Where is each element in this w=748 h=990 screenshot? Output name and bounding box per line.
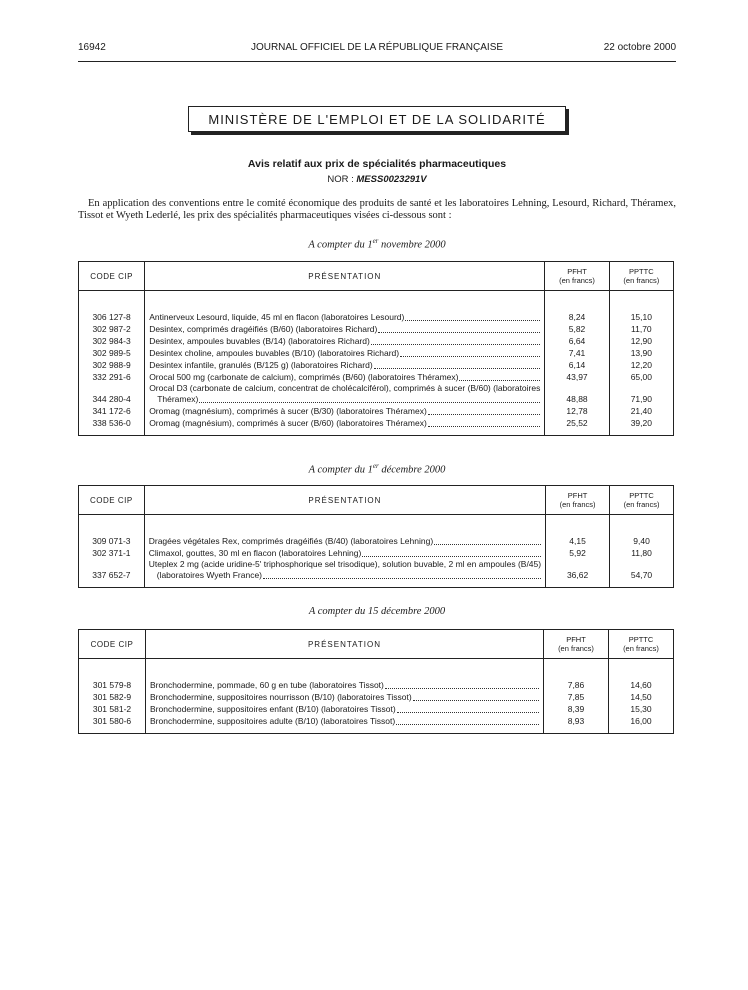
pfht-unit: (en francs) — [559, 500, 596, 509]
pfht-value: 8,93 — [544, 715, 609, 727]
ppttc-value: 9,40 — [610, 535, 674, 547]
cip-code: 302 984-3 — [79, 335, 145, 347]
pfht-value: 8,24 — [545, 311, 609, 323]
presentation-cell — [145, 347, 545, 359]
column-header-pfht — [545, 262, 609, 291]
presentation-text-tail: (laboratoires Wyeth France) — [156, 570, 263, 580]
column-header-ppttc — [609, 262, 673, 291]
column-header-pfht — [544, 630, 609, 659]
column-header-presentation: PRÉSENTATION — [145, 262, 545, 291]
price-table — [78, 261, 674, 436]
cip-code: 309 071-3 — [79, 535, 145, 547]
presentation-text: Bronchodermine, suppositoires enfant (B/10) (laboratoires Tissot) — [150, 704, 396, 714]
cip-code: 302 987-2 — [79, 323, 145, 335]
section-title-text: A compter du 1 — [308, 239, 373, 251]
notice-title: Avis relatif aux prix de spécialités pharmaceutiques — [247, 158, 507, 170]
nor-code: MESS0023291V — [356, 174, 427, 185]
cip-code: 337 652-7 — [79, 559, 145, 581]
presentation-text: Desintex, ampoules buvables (B/14) (laboratoires Richard) — [149, 336, 370, 346]
table-header-row — [79, 486, 674, 515]
presentation-cell — [144, 535, 545, 547]
cip-code: 306 127-8 — [79, 311, 145, 323]
cip-code: 301 581-2 — [79, 703, 146, 715]
pfht-value: 36,62 — [546, 559, 610, 581]
section-title-text: A compter du 15 décembre 2000 — [308, 606, 446, 617]
cip-code: 338 536-0 — [79, 417, 145, 429]
cip-code: 302 371-1 — [79, 547, 145, 559]
table-row — [79, 359, 674, 371]
presentation-cell — [145, 417, 545, 429]
page-header — [78, 42, 676, 60]
column-header-ppttc — [609, 630, 674, 659]
ppttc-value: 15,10 — [609, 311, 673, 323]
cip-code: 301 580-6 — [79, 715, 146, 727]
presentation-text: Orocal D3 (carbonate de calcium, concentrat de cholécalciférol), comprimés à sucer (B/60) (laboratoires — [149, 383, 541, 393]
presentation-line — [150, 704, 539, 715]
cip-code: 341 172-6 — [79, 405, 145, 417]
section-title-month: novembre 2000 — [378, 239, 446, 251]
pfht-value: 5,92 — [546, 547, 610, 559]
leader-dots — [263, 578, 541, 579]
presentation-cell — [145, 359, 545, 371]
table-header-row — [79, 262, 674, 291]
leader-dots — [371, 344, 541, 345]
table-bottom-space — [79, 581, 674, 588]
ppttc-unit: (en francs) — [623, 644, 659, 653]
presentation-cell — [146, 703, 544, 715]
presentation-cell — [145, 335, 545, 347]
presentation-text: Dragées végétales Rex, comprimés dragéifiés (B/40) (laboratoires Lehning) — [148, 536, 434, 546]
leader-dots — [434, 544, 541, 545]
section-title — [78, 237, 676, 251]
presentation-text: Uteplex 2 mg (acide uridine-5' triphosphorique sel trisodique), solution buvable, 2 ml en ampoules (B/45) — [148, 559, 542, 569]
pfht-label: PFHT — [567, 267, 587, 276]
leader-dots — [400, 356, 540, 357]
price-table — [78, 629, 674, 734]
presentation-text: Desintex choline, ampoules buvables (B/10) (laboratoires Richard) — [149, 348, 400, 358]
table-spacer — [79, 291, 674, 312]
presentation-cell — [145, 311, 545, 323]
leader-dots — [413, 700, 539, 701]
presentation-text: Orocal 500 mg (carbonate de calcium), comprimés (B/60) (laboratoires Théramex) — [149, 372, 459, 382]
presentation-line — [149, 336, 540, 347]
leader-dots — [385, 688, 539, 689]
ppttc-value: 14,60 — [609, 679, 674, 691]
ppttc-value: 39,20 — [609, 417, 673, 429]
table-row — [79, 679, 674, 691]
presentation-text: Bronchodermine, pommade, 60 g en tube (laboratoires Tissot) — [150, 680, 384, 690]
nor-reference — [78, 174, 676, 185]
presentation-text-continued — [149, 394, 540, 405]
column-header-presentation: PRÉSENTATION — [144, 486, 545, 515]
presentation-cell — [145, 371, 545, 383]
leader-dots — [396, 724, 539, 725]
section-title — [78, 462, 676, 476]
column-header-pfht — [546, 486, 610, 515]
table-bottom-space — [79, 727, 674, 734]
presentation-text: Climaxol, gouttes, 30 ml en flacon (laboratoires Lehning) — [148, 548, 362, 558]
presentation-line — [149, 348, 540, 359]
pfht-value: 12,78 — [545, 405, 609, 417]
leader-dots — [428, 426, 541, 427]
cip-code: 301 579-8 — [79, 679, 146, 691]
cip-code: 301 582-9 — [79, 691, 146, 703]
price-table — [78, 485, 674, 588]
pfht-value: 7,41 — [545, 347, 609, 359]
publication-date: 22 octobre 2000 — [603, 42, 676, 53]
pfht-value: 7,85 — [544, 691, 609, 703]
pfht-value: 7,86 — [544, 679, 609, 691]
intro-paragraph: En application des conventions entre le comité économique des produits de santé et les laboratoires Lehning, Lesourd, Richard, Théramex, Tissot et Wyeth Lederlé, les prix des spécialités pharmaceutiques visées ci-dessous sont : — [78, 198, 676, 221]
table-row — [79, 311, 674, 323]
ppttc-value: 12,90 — [609, 335, 673, 347]
table-row — [79, 383, 674, 405]
pfht-label: PFHT — [567, 491, 588, 500]
header-rule — [78, 61, 676, 62]
column-header-code: CODE CIP — [79, 262, 145, 291]
ppttc-label: PPTTC — [628, 635, 654, 644]
ppttc-label: PPTTC — [629, 491, 654, 500]
column-header-code: CODE CIP — [79, 630, 146, 659]
pfht-unit: (en francs) — [558, 644, 594, 653]
table-row — [79, 417, 674, 429]
presentation-cell — [145, 323, 545, 335]
presentation-line — [150, 680, 539, 691]
presentation-line — [149, 536, 541, 547]
presentation-text-continued — [149, 570, 541, 581]
table-spacer — [79, 515, 674, 536]
presentation-line — [149, 324, 540, 335]
leader-dots — [374, 368, 541, 369]
presentation-line — [149, 418, 540, 429]
presentation-cell — [145, 405, 545, 417]
table-spacer — [79, 659, 674, 680]
journal-title: JOURNAL OFFICIEL DE LA RÉPUBLIQUE FRANÇAISE — [250, 42, 504, 53]
presentation-cell — [144, 547, 545, 559]
presentation-text: Desintex, comprimés dragéifiés (B/60) (laboratoires Richard) — [149, 324, 378, 334]
section-title-text: A compter du 1 — [308, 464, 373, 476]
pfht-value: 25,52 — [545, 417, 609, 429]
presentation-line — [149, 312, 540, 323]
table-row — [79, 715, 674, 727]
table-row — [79, 691, 674, 703]
leader-dots — [362, 556, 541, 557]
table-row — [79, 703, 674, 715]
presentation-text: Desintex infantile, granulés (B/125 g) (laboratoires Richard) — [149, 360, 373, 370]
table-bottom-space — [79, 429, 674, 436]
ppttc-value: 71,90 — [609, 383, 673, 405]
ppttc-value: 12,20 — [609, 359, 673, 371]
leader-dots — [378, 332, 540, 333]
presentation-cell — [146, 715, 544, 727]
presentation-line — [149, 360, 540, 371]
nor-label: NOR : — [327, 174, 354, 185]
section-title-ordinal: er — [372, 462, 379, 470]
column-header-presentation: PRÉSENTATION — [146, 630, 544, 659]
table-row — [79, 559, 674, 581]
presentation-cell — [145, 383, 545, 405]
pfht-unit: (en francs) — [559, 276, 595, 285]
cip-code: 302 989-5 — [79, 347, 145, 359]
presentation-cell — [146, 679, 544, 691]
cip-code: 344 280-4 — [79, 383, 145, 405]
table-row — [79, 323, 674, 335]
pfht-value: 6,64 — [545, 335, 609, 347]
presentation-text-tail: Théramex) — [157, 394, 199, 404]
pfht-value: 43,97 — [545, 371, 609, 383]
presentation-line — [150, 716, 539, 727]
leader-dots — [459, 380, 540, 381]
pfht-value: 8,39 — [544, 703, 609, 715]
pfht-label: PFHT — [566, 635, 586, 644]
presentation-line — [149, 406, 540, 417]
presentation-text: Antinerveux Lesourd, liquide, 45 ml en flacon (laboratoires Lesourd) — [149, 312, 405, 322]
table-row — [79, 547, 674, 559]
pfht-value: 6,14 — [545, 359, 609, 371]
leader-dots — [428, 414, 541, 415]
ministry-name: MINISTÈRE DE L'EMPLOI ET DE LA SOLIDARITÉ — [208, 111, 546, 127]
ppttc-unit: (en francs) — [623, 500, 660, 509]
ppttc-value: 54,70 — [610, 559, 674, 581]
presentation-text: Oromag (magnésium), comprimés à sucer (B/60) (laboratoires Théramex) — [149, 418, 427, 428]
ppttc-value: 13,90 — [609, 347, 673, 359]
ppttc-label: PPTTC — [629, 267, 654, 276]
cip-code: 302 988-9 — [79, 359, 145, 371]
ppttc-value: 14,50 — [609, 691, 674, 703]
presentation-line — [150, 692, 539, 703]
table-header-row — [79, 630, 674, 659]
presentation-cell — [144, 559, 545, 581]
presentation-line — [149, 372, 540, 383]
column-header-ppttc — [610, 486, 674, 515]
table-row — [79, 347, 674, 359]
ppttc-value: 11,70 — [609, 323, 673, 335]
ppttc-value: 21,40 — [609, 405, 673, 417]
presentation-text: Oromag (magnésium), comprimés à sucer (B/30) (laboratoires Théramex) — [149, 406, 427, 416]
column-header-code: CODE CIP — [79, 486, 145, 515]
section-title-ordinal: er — [372, 237, 379, 245]
pfht-value: 5,82 — [545, 323, 609, 335]
ppttc-unit: (en francs) — [623, 276, 660, 285]
ppttc-value: 16,00 — [609, 715, 674, 727]
ppttc-value: 11,80 — [610, 547, 674, 559]
pfht-value: 4,15 — [546, 535, 610, 547]
leader-dots — [199, 402, 540, 403]
section-title-month: décembre 2000 — [378, 464, 446, 476]
table-row — [79, 371, 674, 383]
presentation-text: Bronchodermine, suppositoires adulte (B/10) (laboratoires Tissot) — [150, 716, 396, 726]
leader-dots — [397, 712, 539, 713]
table-row — [79, 535, 674, 547]
ppttc-value: 15,30 — [609, 703, 674, 715]
leader-dots — [405, 320, 540, 321]
table-row — [79, 405, 674, 417]
section-title — [78, 606, 676, 617]
pfht-value: 48,88 — [545, 383, 609, 405]
presentation-cell — [146, 691, 544, 703]
table-row — [79, 335, 674, 347]
presentation-text: Bronchodermine, suppositoires nourrisson (B/10) (laboratoires Tissot) — [150, 692, 412, 702]
ppttc-value: 65,00 — [609, 371, 673, 383]
page-number: 16942 — [78, 42, 106, 53]
ministry-heading — [188, 106, 566, 132]
cip-code: 332 291-6 — [79, 371, 145, 383]
presentation-line — [149, 548, 541, 559]
